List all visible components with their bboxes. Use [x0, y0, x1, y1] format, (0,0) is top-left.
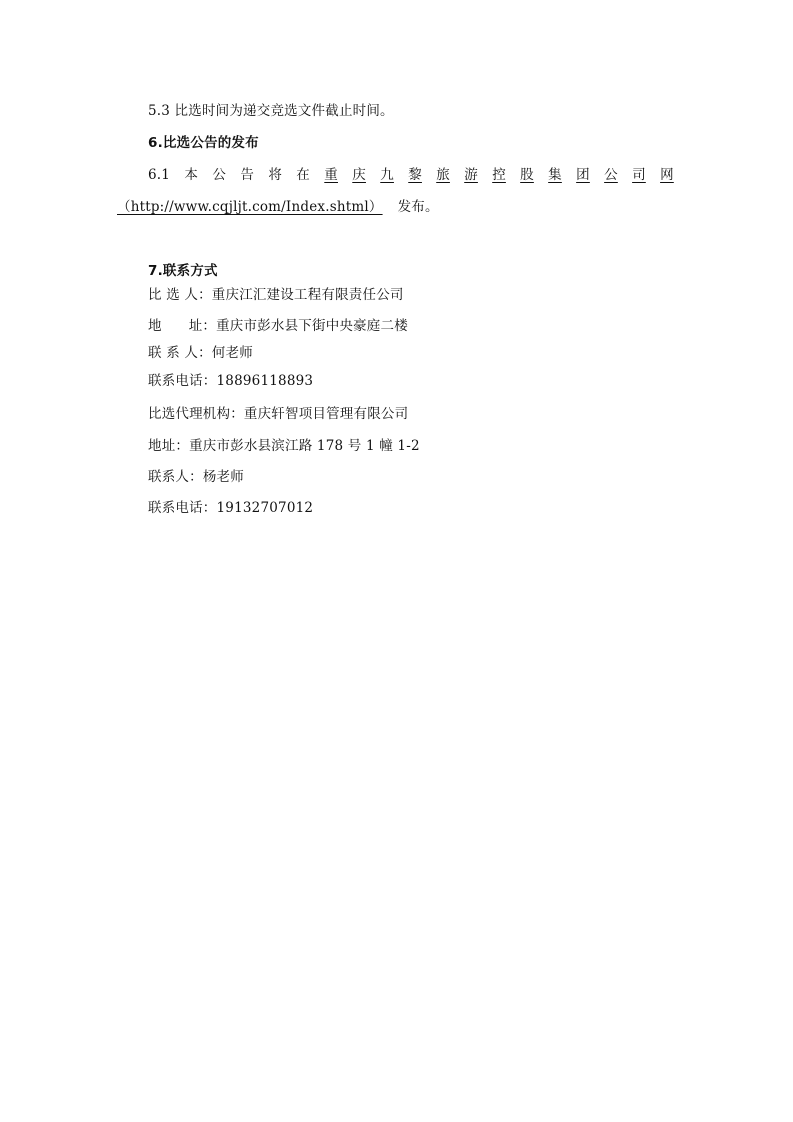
bidder-value: 重庆江汇建设工程有限责任公司	[211, 287, 404, 303]
site-name-char[interactable]: 公	[604, 167, 618, 183]
section-6-heading	[148, 133, 259, 153]
prefix-char: 本	[184, 167, 199, 183]
bidder-label: 比 选 人：	[148, 287, 212, 303]
agency-address-row	[148, 436, 420, 456]
site-name-char[interactable]: 庆	[352, 167, 366, 183]
prefix-char: 公	[212, 167, 227, 183]
agency-phone-label: 联系电话：	[148, 500, 217, 516]
website-url-link[interactable]: （http://www.cqjljt.com/Index.shtml）	[117, 199, 383, 215]
site-name-char[interactable]: 股	[520, 167, 534, 183]
address-value: 重庆市彭水县下街中央豪庭二楼	[216, 318, 408, 334]
agency-contact-label: 联系人：	[148, 469, 203, 485]
site-name-char[interactable]: 旅	[436, 167, 450, 183]
section-6-heading-text: 6.比选公告的发布	[148, 135, 259, 151]
site-name-char[interactable]: 团	[576, 167, 590, 183]
prefix-char: 将	[268, 167, 283, 183]
site-name-char[interactable]: 网	[660, 167, 674, 183]
item-5-3	[148, 101, 394, 121]
agency-contact-row	[148, 467, 244, 487]
address-label-1: 地	[148, 318, 162, 334]
phone-row	[148, 371, 313, 391]
bidder-row	[148, 285, 404, 305]
address-row	[148, 316, 408, 336]
agency-address-label: 地址：	[148, 438, 190, 454]
section-7-heading	[148, 261, 218, 281]
address-label-2: 址：	[188, 318, 217, 334]
item-5-3-text: 5.3 比选时间为递交竞选文件截止时间。	[148, 103, 394, 119]
item-6-1-line-1	[148, 165, 674, 185]
agency-row	[148, 404, 408, 424]
site-name-char[interactable]: 黎	[408, 167, 422, 183]
phone-value: 18896118893	[216, 373, 314, 389]
agency-label: 比选代理机构：	[148, 406, 244, 422]
site-name-char[interactable]: 集	[548, 167, 562, 183]
site-name-char[interactable]: 控	[492, 167, 506, 183]
agency-phone-row	[148, 498, 313, 518]
contact-value: 何老师	[211, 345, 253, 361]
item-6-1-number: 6.1	[148, 167, 171, 183]
item-6-1-line-2	[117, 197, 439, 217]
prefix-char: 告	[240, 167, 255, 183]
agency-value: 重庆轩智项目管理有限公司	[243, 406, 409, 422]
agency-address-value: 重庆市彭水县滨江路 178 号 1 幢 1-2	[189, 438, 420, 454]
site-name-char[interactable]: 九	[380, 167, 394, 183]
site-name-char[interactable]: 游	[464, 167, 478, 183]
prefix-char: 在	[296, 167, 310, 183]
section-7-heading-text: 7.联系方式	[148, 263, 218, 279]
agency-phone-value: 19132707012	[216, 500, 314, 516]
contact-label: 联 系 人：	[148, 345, 212, 361]
site-name-char[interactable]: 重	[324, 167, 338, 183]
item-6-1-suffix: 发布。	[397, 199, 439, 215]
agency-contact-value: 杨老师	[202, 469, 244, 485]
phone-label: 联系电话：	[148, 373, 217, 389]
contact-row	[148, 343, 253, 363]
site-name-char[interactable]: 司	[632, 167, 646, 183]
